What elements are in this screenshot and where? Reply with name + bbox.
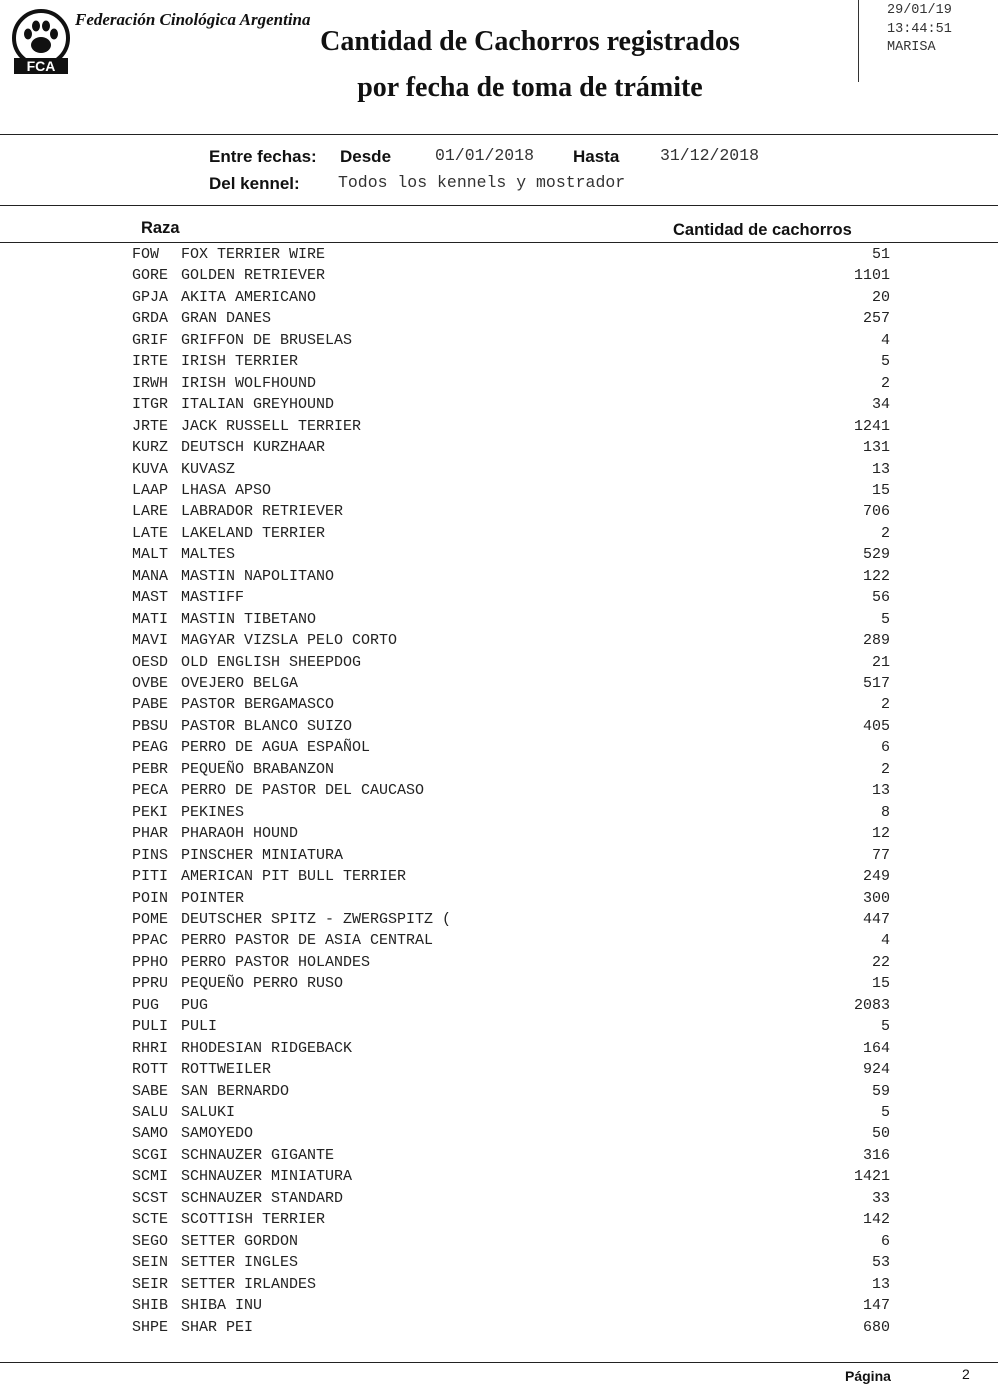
puppy-count: 164 xyxy=(862,1039,890,1057)
breed-code: MALT xyxy=(132,546,169,564)
breed-code: MAVI xyxy=(132,632,169,650)
breed-code: SALU xyxy=(132,1104,169,1121)
breed-name: POINTER xyxy=(181,889,245,907)
breed-code: GPJA xyxy=(132,288,169,306)
print-date: 29/01/19 xyxy=(887,3,952,18)
print-time: 13:44:51 xyxy=(887,22,952,37)
table-row xyxy=(0,459,1000,480)
breed-code: IRTE xyxy=(132,353,169,371)
table-row xyxy=(0,1123,1000,1144)
report-title-line2: por fecha de toma de trámite xyxy=(357,72,703,103)
breed-name: FOX TERRIER WIRE xyxy=(181,246,326,263)
puppy-count: 249 xyxy=(862,868,890,886)
page-number: 2 xyxy=(962,1366,970,1382)
puppy-count: 2 xyxy=(880,524,890,542)
table-row xyxy=(0,630,1000,651)
breed-code: SABE xyxy=(132,1082,169,1100)
table-row xyxy=(0,437,1000,458)
breed-name: LABRADOR RETRIEVER xyxy=(181,503,344,521)
puppy-count: 706 xyxy=(862,503,890,521)
breed-code: POME xyxy=(132,910,169,928)
breed-name: MASTIN NAPOLITANO xyxy=(181,567,335,585)
table-row xyxy=(0,1252,1000,1273)
breed-code: SHPE xyxy=(132,1318,169,1336)
organization-name: Federación Cinológica Argentina xyxy=(75,10,311,29)
breed-code: RHRI xyxy=(132,1039,169,1057)
breed-name: PERRO PASTOR DE ASIA CENTRAL xyxy=(181,932,434,950)
breed-name: PERRO DE PASTOR DEL CAUCASO xyxy=(181,782,425,800)
column-header-breed: Raza xyxy=(141,219,180,237)
breed-code: FOW xyxy=(132,246,160,263)
breed-name: LHASA APSO xyxy=(181,481,272,499)
breed-name: MASTIFF xyxy=(181,589,245,607)
breed-code: PBSU xyxy=(132,717,169,735)
breed-name: SCHNAUZER MINIATURA xyxy=(181,1168,353,1186)
between-dates-label: Entre fechas: xyxy=(209,147,317,166)
puppy-count: 5 xyxy=(880,610,890,628)
puppy-count: 4 xyxy=(880,932,890,950)
puppy-count: 50 xyxy=(871,1125,890,1143)
breed-code: PHAR xyxy=(132,825,169,843)
breed-name: OLD ENGLISH SHEEPDOG xyxy=(181,653,362,671)
table-row xyxy=(0,1038,1000,1059)
breed-name: RHODESIAN RIDGEBACK xyxy=(181,1039,353,1057)
breed-code: JRTE xyxy=(132,417,169,435)
puppy-count: 22 xyxy=(871,953,890,971)
breed-code: LATE xyxy=(132,524,169,542)
table-row xyxy=(0,1188,1000,1209)
column-header-count: Cantidad de cachorros xyxy=(673,221,852,239)
table-row xyxy=(0,523,1000,544)
footer-rule xyxy=(0,1362,998,1363)
breed-code: SCST xyxy=(132,1189,169,1207)
from-label: Desde xyxy=(340,147,392,166)
puppy-count: 142 xyxy=(862,1211,890,1229)
table-row xyxy=(0,845,1000,866)
filters-rule xyxy=(0,205,998,206)
breed-name: ROTTWEILER xyxy=(181,1061,272,1079)
table-row xyxy=(0,1145,1000,1166)
breed-name: SCOTTISH TERRIER xyxy=(181,1211,326,1229)
puppy-count: 300 xyxy=(862,889,890,907)
breed-name: SHIBA INU xyxy=(181,1297,263,1315)
puppy-count: 34 xyxy=(871,396,890,414)
breed-code: SHIB xyxy=(132,1297,169,1315)
table-row xyxy=(0,330,1000,351)
breed-code: KUVA xyxy=(132,460,169,478)
report-title-line1: Cantidad de Cachorros registrados xyxy=(320,26,740,57)
breed-code: MANA xyxy=(132,567,169,585)
breed-code: IRWH xyxy=(132,374,169,392)
breed-code: PECA xyxy=(132,782,169,800)
breed-code: SEGO xyxy=(132,1232,169,1250)
table-row xyxy=(0,673,1000,694)
table-row xyxy=(0,351,1000,372)
breed-code: PPRU xyxy=(132,975,169,993)
puppy-count: 20 xyxy=(871,288,890,306)
breed-code: SCTE xyxy=(132,1211,169,1229)
breed-code: PULI xyxy=(132,1018,169,1036)
breed-code: SAMO xyxy=(132,1125,169,1143)
breed-code: SCMI xyxy=(132,1168,169,1186)
table-row xyxy=(0,501,1000,522)
puppy-count: 56 xyxy=(871,589,890,607)
puppy-count: 59 xyxy=(871,1082,890,1100)
puppy-count: 33 xyxy=(871,1189,890,1207)
table-row xyxy=(0,480,1000,501)
breed-name: PUG xyxy=(181,996,209,1014)
kennel-value: Todos los kennels y mostrador xyxy=(338,173,626,192)
breed-name: GRAN DANES xyxy=(181,310,272,328)
breed-name: SETTER GORDON xyxy=(181,1232,299,1250)
puppy-count: 316 xyxy=(862,1146,890,1164)
table-row xyxy=(0,952,1000,973)
breed-code: PEBR xyxy=(132,760,169,778)
breed-code: SEIN xyxy=(132,1254,169,1272)
table-row xyxy=(0,394,1000,415)
breed-code: MAST xyxy=(132,589,169,607)
breed-code: PUG xyxy=(132,996,160,1014)
table-row xyxy=(0,287,1000,308)
breed-code: ROTT xyxy=(132,1061,169,1079)
breed-name: OVEJERO BELGA xyxy=(181,675,299,692)
breed-name: GRIFFON DE BRUSELAS xyxy=(181,331,353,349)
puppy-count: 77 xyxy=(871,846,890,864)
breed-code: LAAP xyxy=(132,481,169,499)
puppy-count: 15 xyxy=(871,975,890,993)
table-row xyxy=(0,802,1000,823)
breed-name: PEQUEÑO PERRO RUSO xyxy=(181,975,344,993)
breed-name: PERRO PASTOR HOLANDES xyxy=(181,953,371,971)
puppy-count: 4 xyxy=(880,331,890,349)
puppy-count: 13 xyxy=(871,460,890,478)
table-row xyxy=(0,544,1000,565)
table-row xyxy=(0,888,1000,909)
puppy-count: 529 xyxy=(862,546,890,564)
puppy-count: 2083 xyxy=(853,996,890,1014)
table-row xyxy=(0,823,1000,844)
breed-name: PEKINES xyxy=(181,803,245,821)
breed-code: SCGI xyxy=(132,1146,169,1164)
table-row xyxy=(0,995,1000,1016)
table-row xyxy=(0,587,1000,608)
puppy-count: 53 xyxy=(871,1254,890,1272)
breed-name: SCHNAUZER STANDARD xyxy=(181,1189,344,1207)
table-row xyxy=(0,1081,1000,1102)
breed-name: MAGYAR VIZSLA PELO CORTO xyxy=(181,632,398,650)
table-row xyxy=(0,1209,1000,1230)
breed-name: MALTES xyxy=(181,546,236,564)
breed-code: GORE xyxy=(132,267,169,285)
puppy-count: 15 xyxy=(871,481,890,499)
puppy-count: 51 xyxy=(871,246,890,263)
breed-name: ITALIAN GREYHOUND xyxy=(181,396,335,414)
breed-code: OVBE xyxy=(132,675,169,692)
breed-name: DEUTSCHER SPITZ - ZWERGSPITZ ( xyxy=(181,910,452,928)
puppy-count: 5 xyxy=(880,1104,890,1121)
table-row xyxy=(0,609,1000,630)
table-row xyxy=(0,652,1000,673)
breed-code: GRIF xyxy=(132,331,169,349)
puppy-count: 21 xyxy=(871,653,890,671)
puppy-count: 13 xyxy=(871,782,890,800)
table-row xyxy=(0,308,1000,329)
table-row xyxy=(0,866,1000,887)
table-row xyxy=(0,1016,1000,1037)
breed-name: JACK RUSSELL TERRIER xyxy=(181,417,362,435)
breed-name: MASTIN TIBETANO xyxy=(181,610,317,628)
breed-code: PINS xyxy=(132,846,169,864)
table-row xyxy=(0,416,1000,437)
puppy-count: 289 xyxy=(862,632,890,650)
breed-code: MATI xyxy=(132,610,169,628)
puppy-count: 405 xyxy=(862,717,890,735)
column-header-rule xyxy=(0,242,998,243)
header-divider xyxy=(858,0,859,82)
puppy-count: 517 xyxy=(862,675,890,692)
table-row xyxy=(0,780,1000,801)
table-row xyxy=(0,265,1000,286)
puppy-count: 2 xyxy=(880,696,890,714)
puppy-count: 122 xyxy=(862,567,890,585)
puppy-count: 1101 xyxy=(853,267,890,285)
table-row xyxy=(0,1317,1000,1338)
breed-code: POIN xyxy=(132,889,169,907)
breed-code: SEIR xyxy=(132,1275,169,1293)
table-row xyxy=(0,930,1000,951)
table-row xyxy=(0,759,1000,780)
kennel-label: Del kennel: xyxy=(209,174,300,193)
breed-code: PABE xyxy=(132,696,169,714)
breed-code: PEKI xyxy=(132,803,169,821)
breed-code: KURZ xyxy=(132,439,169,457)
breed-code: OESD xyxy=(132,653,169,671)
breed-code: PPHO xyxy=(132,953,169,971)
breed-name: DEUTSCH KURZHAAR xyxy=(181,439,326,457)
breed-code: PPAC xyxy=(132,932,169,950)
puppy-count: 6 xyxy=(880,1232,890,1250)
breed-name: IRISH TERRIER xyxy=(181,353,299,371)
user-name: MARISA xyxy=(887,40,936,55)
breed-name: PASTOR BLANCO SUIZO xyxy=(181,717,353,735)
breed-name: PERRO DE AGUA ESPAÑOL xyxy=(181,739,371,757)
breed-name: PINSCHER MINIATURA xyxy=(181,846,344,864)
table-row xyxy=(0,1166,1000,1187)
breed-name: SAN BERNARDO xyxy=(181,1082,290,1100)
puppy-count: 131 xyxy=(862,439,890,457)
breed-name: SHAR PEI xyxy=(181,1318,254,1336)
breed-name: SCHNAUZER GIGANTE xyxy=(181,1146,335,1164)
breed-name: PEQUEÑO BRABANZON xyxy=(181,760,335,778)
breed-name: SETTER IRLANDES xyxy=(181,1275,317,1293)
table-row xyxy=(0,244,1000,265)
puppy-count: 12 xyxy=(871,825,890,843)
table-row xyxy=(0,1059,1000,1080)
table-row xyxy=(0,973,1000,994)
to-label: Hasta xyxy=(573,147,620,166)
breed-name: IRISH WOLFHOUND xyxy=(181,374,317,392)
puppy-count: 13 xyxy=(871,1275,890,1293)
breed-name: AKITA AMERICANO xyxy=(181,288,317,306)
puppy-count: 1241 xyxy=(853,417,890,435)
puppy-count: 924 xyxy=(862,1061,890,1079)
breed-name: LAKELAND TERRIER xyxy=(181,524,326,542)
breed-name: SETTER INGLES xyxy=(181,1254,299,1272)
puppy-count: 6 xyxy=(880,739,890,757)
puppy-count: 257 xyxy=(862,310,890,328)
breed-name: SAMOYEDO xyxy=(181,1125,254,1143)
table-row xyxy=(0,373,1000,394)
table-row xyxy=(0,1102,1000,1123)
logo-text: FCA xyxy=(26,58,56,74)
breed-code: PITI xyxy=(132,868,169,886)
puppy-count: 147 xyxy=(862,1297,890,1315)
puppy-count: 2 xyxy=(880,374,890,392)
from-date: 01/01/2018 xyxy=(435,146,535,165)
table-row xyxy=(0,716,1000,737)
table-row xyxy=(0,694,1000,715)
breed-code: ITGR xyxy=(132,396,169,414)
puppy-count: 447 xyxy=(862,910,890,928)
breed-name: SALUKI xyxy=(181,1104,236,1121)
table-row xyxy=(0,1295,1000,1316)
breed-name: GOLDEN RETRIEVER xyxy=(181,267,326,285)
breed-code: GRDA xyxy=(132,310,169,328)
table-row xyxy=(0,1274,1000,1295)
breed-name: PASTOR BERGAMASCO xyxy=(181,696,335,714)
breed-code: PEAG xyxy=(132,739,169,757)
puppy-count: 8 xyxy=(880,803,890,821)
puppy-count: 2 xyxy=(880,760,890,778)
to-date: 31/12/2018 xyxy=(660,146,760,165)
puppy-count: 1421 xyxy=(853,1168,890,1186)
breed-name: PHARAOH HOUND xyxy=(181,825,299,843)
header-rule xyxy=(0,134,998,135)
table-row xyxy=(0,566,1000,587)
breed-code: LARE xyxy=(132,503,169,521)
puppy-count: 680 xyxy=(862,1318,890,1336)
breed-name: KUVASZ xyxy=(181,460,236,478)
breed-name: AMERICAN PIT BULL TERRIER xyxy=(181,868,407,886)
puppy-count: 5 xyxy=(880,1018,890,1036)
table-row xyxy=(0,909,1000,930)
breed-name: PULI xyxy=(181,1018,218,1036)
table-row xyxy=(0,737,1000,758)
puppy-count: 5 xyxy=(880,353,890,371)
table-row xyxy=(0,1231,1000,1252)
page-label: Página xyxy=(845,1368,891,1384)
